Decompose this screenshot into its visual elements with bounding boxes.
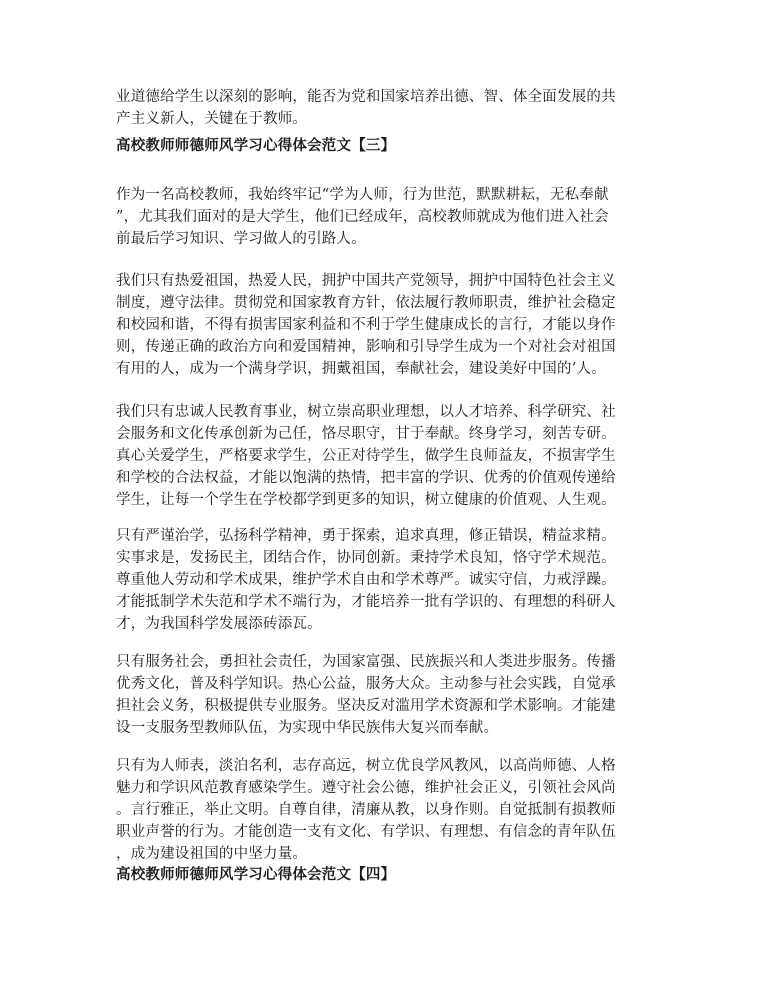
text-line: 只有为人师表，淡泊名利，志存高远，树立优良学风教风，以高尚师德、人格 bbox=[116, 758, 616, 774]
text-line: 才，为我国科学发展添砖添瓦。 bbox=[116, 616, 322, 632]
text-line: 制度，遵守法律。贯彻党和国家教育方针，依法履行教师职责，维护社会稳定 bbox=[116, 295, 616, 311]
paragraph-serving-society bbox=[116, 651, 662, 739]
text-line: 作为一名高校教师，我始终牢记“学为人师，行为世范，默默耕耘，无私奉献 bbox=[116, 187, 609, 203]
text-line: 尊重他人劳动和学术成果，维护学术自由和学术尊严。诚实守信，力戒浮躁。 bbox=[116, 572, 616, 588]
text-line: 业道德给学生以深刻的影响，能否为党和国家培养出德、智、体全面发展的共 bbox=[116, 89, 616, 105]
text-line: ，成为建设祖国的中坚力量。 bbox=[116, 846, 308, 862]
text-line: 产主义新人，关键在于教师。 bbox=[116, 111, 308, 127]
text-line: 只有服务社会，勇担社会责任，为国家富强、民族振兴和人类进步服务。传播 bbox=[116, 654, 616, 670]
paragraph-patriotism bbox=[116, 270, 662, 380]
text-line: 会服务和文化传承创新为己任，恪尽职守，甘于奉献。终身学习，刻苦专研。 bbox=[116, 426, 616, 442]
heading-text: 高校教师师德师风学习心得体会范文【四】 bbox=[116, 866, 396, 883]
text-line: 我们只有忠诚人民教育事业，树立崇高职业理想，以人才培养、科学研究、社 bbox=[116, 404, 616, 420]
section-heading-three bbox=[116, 135, 662, 157]
text-line: 设一支服务型教师队伍，为实现中华民族伟大复兴而奉献。 bbox=[116, 720, 499, 736]
heading-text: 高校教师师德师风学习心得体会范文【三】 bbox=[116, 137, 396, 154]
section-heading-four bbox=[116, 864, 662, 886]
paragraph-teacher-role bbox=[116, 184, 662, 250]
text-line: 我们只有热爱祖国，热爱人民，拥护中国共产党领导，拥护中国特色社会主义 bbox=[116, 273, 616, 289]
text-line: 才能抵制学术失范和学术不端行为，才能培养一批有学识的、有理想的科研人 bbox=[116, 594, 616, 610]
text-line: 。言行雅正，举止文明。自尊自律，清廉从教，以身作则。自觉抵制有损教师 bbox=[116, 802, 616, 818]
paragraph-rigorous-scholarship bbox=[116, 525, 662, 635]
text-line: 担社会义务，积极提供专业服务。坚决反对滥用学术资源和学术影响。才能建 bbox=[116, 698, 616, 714]
text-line: 魅力和学识风范教育感染学生。遵守社会公德，维护社会正义，引领社会风尚 bbox=[116, 780, 616, 796]
text-line: ”，尤其我们面对的是大学生，他们已经成年，高校教师就成为他们进入社会 bbox=[116, 209, 609, 225]
text-line: 只有严谨治学，弘扬科学精神，勇于探索，追求真理，修正错误，精益求精。 bbox=[116, 528, 616, 544]
paragraph-role-model bbox=[116, 755, 662, 865]
paragraph-intro-continuation bbox=[116, 86, 662, 130]
paragraph-education-loyalty bbox=[116, 401, 662, 511]
text-line: 则，传递正确的政治方向和爱国精神，影响和引导学生成为一个对社会对祖国 bbox=[116, 339, 616, 355]
text-line: 真心关爱学生，严格要求学生，公正对待学生，做学生良师益友，不损害学生 bbox=[116, 448, 616, 464]
text-line: 和校园和谐，不得有损害国家利益和不利于学生健康成长的言行，才能以身作 bbox=[116, 317, 616, 333]
text-line: 有用的人，成为一个满身学识，拥戴祖国，奉献社会，建设美好中国的’人。 bbox=[116, 361, 606, 377]
text-line: 优秀文化，普及科学知识。热心公益，服务大众。主动参与社会实践，自觉承 bbox=[116, 676, 616, 692]
text-line: 实事求是，发扬民主，团结合作，协同创新。秉持学术良知，恪守学术规范。 bbox=[116, 550, 616, 566]
text-line: 和学校的合法权益，才能以饱满的热情，把丰富的学识、优秀的价值观传递给 bbox=[116, 470, 616, 486]
text-line: 职业声誉的行为。才能创造一支有文化、有学识、有理想、有信念的青年队伍 bbox=[116, 824, 616, 840]
text-line: 学生，让每一个学生在学校都学到更多的知识，树立健康的价值观、人生观。 bbox=[116, 492, 616, 508]
text-line: 前最后学习知识、学习做人的引路人。 bbox=[116, 231, 366, 247]
